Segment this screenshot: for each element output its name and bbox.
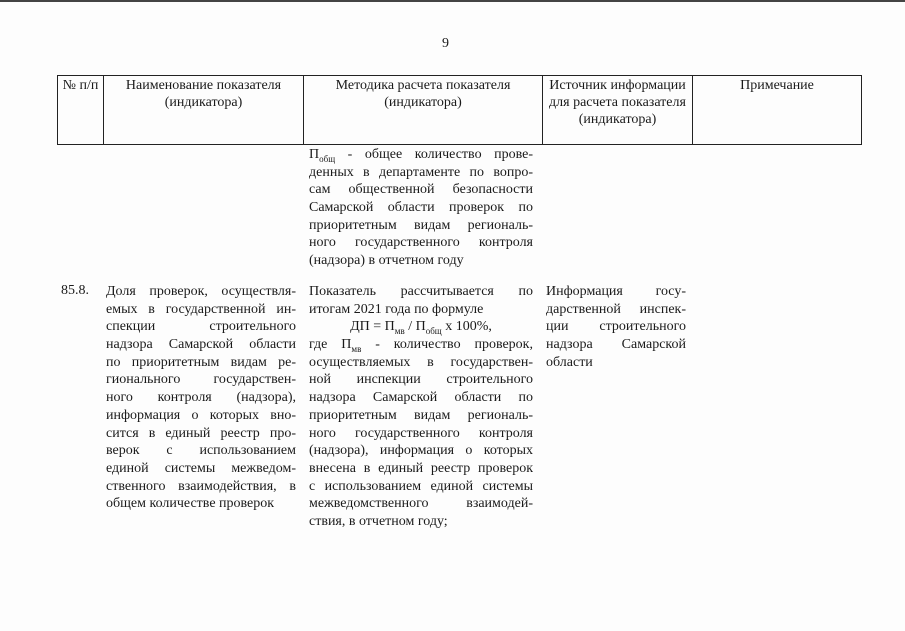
table-header: [57, 75, 862, 145]
formula: ДП = $П_{мв} / П_{общ}$ x 100%,: [350, 319, 492, 337]
header-col-note: Примечание: [740, 78, 814, 93]
continuation-line: Самарской области проверок по: [309, 200, 533, 216]
calculation-method: Показатель рассчитывается по итогам 2021 года по формуле ДП = $П_{мв} / П_{общ}$ x 100%, где $П_{мв}$ - количество проверок, осуществляемых в государствен- ной инспекции строительного надзора Самарской области по приоритетным видам региональ- ного государственного контроля (надзора), информация о которых внесена в единый реестр проверок с использованием единой системы межведомственного взаимодей- ствия, в отчетном году;: [309, 284, 533, 529]
header-col-source: Источник информации для расчета показателя (индикатора): [543, 76, 693, 144]
continuation-line: $П_{общ}$ - общее количество прове-: [309, 147, 533, 164]
continuation-line: денных в департаменте по вопро-: [309, 164, 533, 180]
information-source: Информация госу- дарственной инспек- ции строительного надзора Самарской области: [546, 284, 686, 370]
continuation-text: [309, 146, 533, 270]
row-number: 85.8.: [61, 283, 89, 298]
continuation-line: (надзора) в отчетном году: [309, 253, 464, 269]
continuation-line: приоритетным видам региональ-: [309, 217, 533, 233]
header-col-method: Методика расчета показателя (индикатора): [304, 76, 543, 144]
continuation-line: сам общественной безопасности: [309, 182, 533, 198]
continuation-line: ного государственного контроля: [309, 235, 533, 251]
page-top-edge: [0, 0, 905, 2]
header-col-number: № п/п: [58, 76, 104, 144]
indicator-name: Доля проверок, осуществля- емых в государственной ин- спекции строительного надзора Самарской области по приоритетным видам ре- гионального государствен- ного контроля (надзора), информация о которых вно- сится в единый реестр про- верок с использованием единой системы межведом- ственного взаимодействия, в общем количестве проверок: [106, 284, 296, 512]
header-col-name: Наименование показателя (индикатора): [104, 76, 304, 144]
page-number: 9: [442, 36, 449, 51]
